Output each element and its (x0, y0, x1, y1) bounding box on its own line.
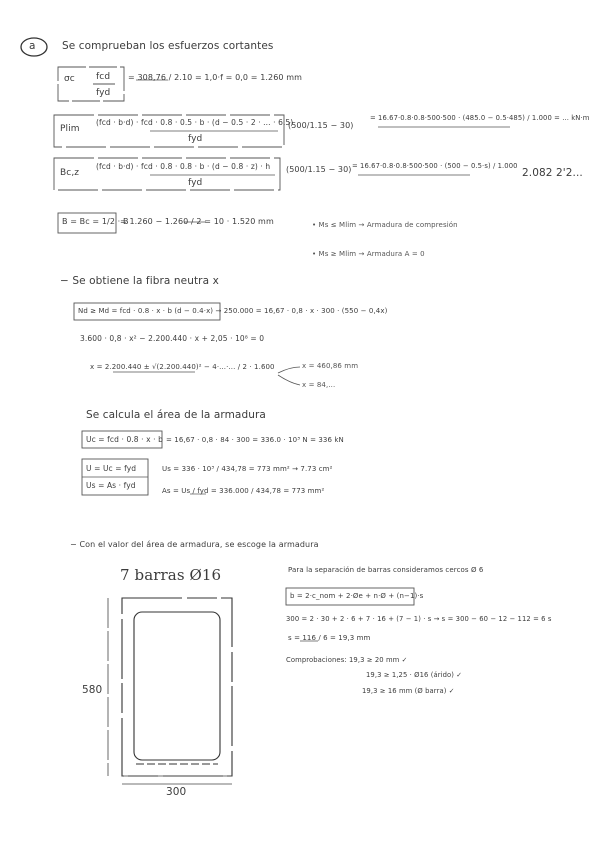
neutral-eq: Nd ≥ Md = fcd · 0.8 · x · b (d − 0.4·x) → 250.000 = 16,67 · 0,8 · x · 300 · (550 − 0,4x) (78, 307, 388, 315)
neutral-expand: 3.600 · 0,8 · x² − 2.200.440 · x + 2,05 · 10⁸ = 0 (80, 334, 265, 343)
separation-s: s = 116 / 6 = 19,3 mm (288, 634, 371, 642)
neutral-x-formula: x = 2.200.440 ± √(2.200.440)² − 4·...·... / 2 · 1.600 (90, 363, 275, 371)
condition-1: • Ms ≤ Mlim → Armadura de compresión (312, 221, 458, 229)
eq3-tail: 2.082 2'2... (522, 167, 583, 179)
check-1: 19,3 ≥ 1,25 · Ø16 (árido) ✓ (366, 671, 463, 679)
section-heading: Se comprueban los esfuerzos cortantes (62, 40, 274, 52)
area-heading: Se calcula el área de la armadura (86, 409, 266, 421)
eq3-lhs: Bc,z (60, 168, 80, 178)
area-u3-val: As = Us / fyd = 336.000 / 434,78 = 773 mm² (162, 487, 325, 495)
checks-heading: Comprobaciones: 19,3 ≥ 20 mm ✓ (286, 656, 408, 664)
eq3-den: fyd (188, 178, 203, 188)
area-u2-val: Us = 336 · 10³ / 434,78 = 773 mm² → 7.73 cm² (162, 465, 333, 473)
bars-label: 7 barras Ø16 (120, 566, 222, 584)
dim-height: 580 (82, 684, 103, 696)
area-u2: U = Uc = fyd (86, 464, 137, 473)
eq2-body: (fcd · b·d) · fcd · 0.8 · 0.5 · b · (d − 0.5 · 2 · ... · 6.5) (96, 118, 294, 127)
area-u3: Us = As · fyd (86, 481, 136, 490)
separation-eq: b = 2·c_nom + 2·Øe + n·Ø + (n−1)·s (290, 592, 424, 600)
eq4-result: = 1.260 − 1.260 / 2 = 10 · 1.520 mm (120, 217, 274, 226)
eq2-result: = 16.67·0.8·0.8·500·500 · (485.0 − 0.5·485) / 1.000 = ... kN·m (370, 114, 590, 122)
neutral-heading: − Se obtiene la fibra neutra x (60, 275, 219, 287)
eq2-mid: (500/1.15 − 30) (288, 121, 354, 130)
eq2-lhs: Ρlim (60, 124, 80, 134)
separation-numbers: 300 = 2 · 30 + 2 · 6 + 7 · 16 + (7 − 1) · s → s = 300 − 60 − 12 − 112 = 6 s (286, 615, 552, 623)
eq3-body: (fcd · b·d) · fcd · 0.8 · 0.8 · b · (d − 0.8 · z) · h (96, 162, 271, 171)
dim-width: 300 (166, 786, 187, 798)
neutral-root-1: x = 460,86 mm (302, 362, 359, 370)
neutral-root-2: x = 84,... (302, 381, 336, 389)
eq3-mid: (500/1.15 − 30) (286, 165, 352, 174)
area-u1-val: = 16,67 · 0,8 · 84 · 300 = 336.0 · 10³ N = 336 kN (166, 436, 344, 444)
area-u1: Uc = fcd · 0.8 · x · b (86, 435, 163, 444)
separation-heading: Para la separación de barras consideramos cercos Ø 6 (288, 566, 484, 574)
eq1-num: fcd (96, 72, 111, 82)
eq4-lhs: B = Bc = 1/2 · B (62, 217, 129, 226)
eq2-den: fyd (188, 134, 203, 144)
section-letter: a (29, 40, 36, 52)
eq1-lhs: σc (64, 74, 75, 84)
eq1-den: fyd (96, 88, 111, 98)
eq3-result: = 16.67·0.8·0.8·500·500 · (500 − 0.5·s) / 1.000 (352, 162, 518, 170)
section2-heading: − Con el valor del área de armadura, se escoge la armadura (70, 540, 319, 549)
condition-2: • Ms ≥ Mlim → Armadura A = 0 (312, 250, 425, 258)
eq1-result: = 308,76 / 2.10 = 1,0·f = 0,0 = 1.260 mm (128, 73, 303, 82)
check-2: 19,3 ≥ 16 mm (Ø barra) ✓ (362, 687, 455, 695)
